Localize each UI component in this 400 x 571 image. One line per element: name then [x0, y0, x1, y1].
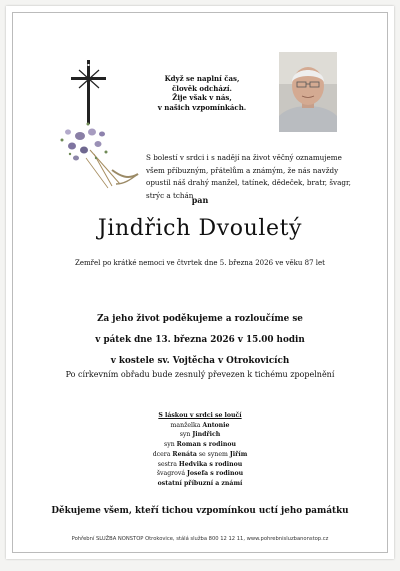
death-details: Zemřel po krátké nemoci ve čtvrtek dne 5. března 2026 ve věku 87 let	[75, 259, 325, 267]
mourner-row	[6, 450, 394, 460]
relation: dcera	[152, 450, 173, 458]
motto-line-1: Když se naplní čas,	[164, 74, 240, 83]
mourner-name: Antonie	[202, 421, 230, 429]
mourner-row	[6, 460, 394, 470]
cremation-note: Po církevním obřadu bude zesnulý převezen k tichému zpopelnění	[65, 370, 335, 379]
relation: se synem	[196, 450, 230, 458]
mourner-row	[6, 469, 394, 479]
relation: syn	[164, 441, 177, 449]
relation: manželka	[170, 421, 203, 429]
motto-line-3: Žije však v nás,	[172, 93, 232, 102]
farewell-line-2: v pátek dne 13. března 2026 v 15.00 hodin	[95, 335, 305, 345]
mourner-name: Renáta	[172, 450, 197, 458]
mourners-list	[6, 411, 394, 489]
mourner-row	[6, 430, 394, 440]
thanks-line: Děkujeme všem, kteří tichou vzpomínkou uctí jeho památku	[51, 506, 349, 516]
mourner-row	[6, 421, 394, 431]
mourners-heading: S láskou v srdci se loučí	[158, 412, 242, 419]
honorific: pan	[191, 195, 209, 205]
mourner-name: Hedvika s rodinou	[178, 460, 243, 468]
flowers-illustration	[50, 114, 142, 190]
deceased-photo	[279, 52, 337, 132]
motto-line-4: v našich vzpomínkách.	[157, 102, 247, 112]
mourner-row	[6, 479, 394, 489]
mourner-name: Josefa s rodinou	[187, 470, 244, 478]
mourner-name: Jindřich	[192, 431, 221, 439]
mourner-name: Roman s rodinou	[176, 441, 236, 449]
mourner-name: Jiřím	[229, 450, 248, 458]
relation: syn	[179, 431, 193, 439]
farewell-line-3: v kostele sv. Vojtěcha v Otrokovicích	[110, 356, 290, 366]
deceased-name: Jindřich Dvouletý	[97, 216, 303, 241]
funeral-service-footer: Pohřební SLUŽBA NONSTOP Otrokovice, stálá služba 800 12 12 11, www.pohrebnisluzbanonstop.cz	[71, 536, 329, 542]
death-announcement: S bolestí v srdci i s nadějí na život věčný oznamujeme všem příbuzným, přátelům a známým, že nás navždy opustil náš drahý manžel, tatínek, dědeček, bratr, švagr, strýc a tchán	[146, 153, 351, 200]
relation: sestra	[157, 460, 179, 468]
motto-line-2: člověk odchází.	[172, 83, 232, 93]
farewell-line-1: Za jeho život poděkujeme a rozloučíme se	[97, 314, 303, 324]
mourner-name: ostatní příbuzní a známí	[157, 479, 243, 487]
relation: švagrová	[156, 470, 187, 478]
funeral-details	[6, 309, 394, 372]
motto-verse	[136, 74, 268, 112]
mourner-row	[6, 440, 394, 450]
obituary-sheet	[6, 6, 394, 559]
